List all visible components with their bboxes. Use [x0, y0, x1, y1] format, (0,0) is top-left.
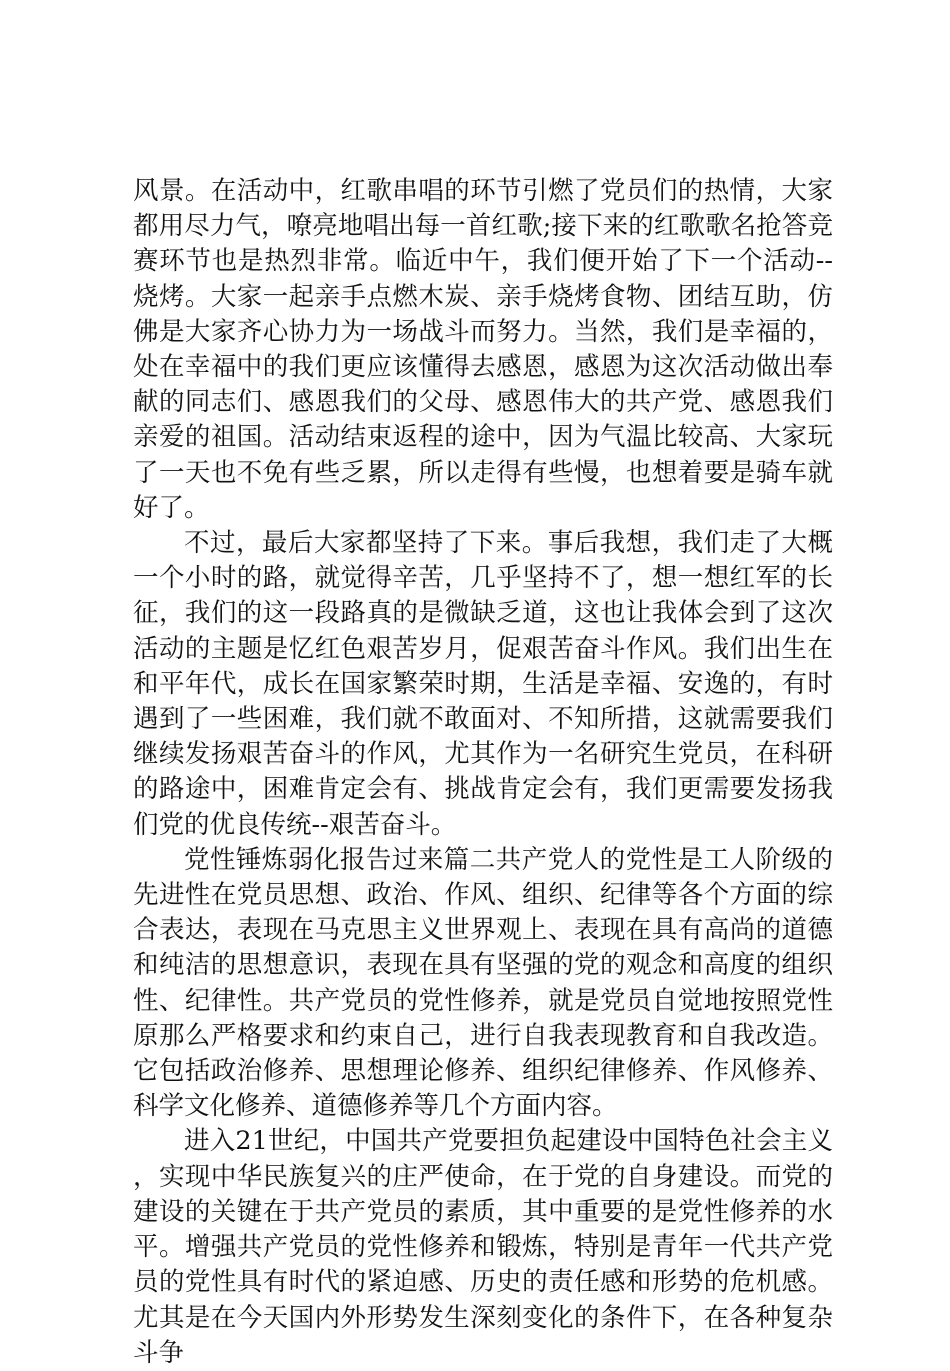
paragraph-4: 进入21世纪，中国共产党要担负起建设中国特色社会主义，实现中华民族复兴的庄严使命，在于党的自身建设。而党的建设的关键在于共产党员的素质，其中重要的是党性修养的水平。增强共产党员的党性修养和锻炼，特别是青年一代共产党员的党性具有时代的紧迫感、历史的责任感和形势的危机感。尤其是在今天国内外形势发生深刻变化的条件下，在各种复杂斗争 [133, 1126, 833, 1368]
paragraph-2: 不过，最后大家都坚持了下来。事后我想，我们走了大概一个小时的路，就觉得辛苦，几乎坚持不了，想一想红军的长征，我们的这一段路真的是微缺乏道，这也让我体会到了这次活动的主题是忆红色艰苦岁月，促艰苦奋斗作风。我们出生在和平年代，成长在国家繁荣时期，生活是幸福、安逸的，有时遇到了一些困难，我们就不敢面对、不知所措，这就需要我们继续发扬艰苦奋斗的作风，尤其作为一名研究生党员，在科研的路途中，困难肯定会有、挑战肯定会有，我们更需要发扬我们党的优良传统--艰苦奋斗。 [133, 528, 833, 840]
body-text [133, 174, 833, 1371]
paragraph-1: 风景。在活动中，红歌串唱的环节引燃了党员们的热情，大家都用尽力气，嘹亮地唱出每一首红歌;接下来的红歌歌名抢答竞赛环节也是热烈非常。临近中午，我们便开始了下一个活动--烧烤。大家一起亲手点燃木炭、亲手烧烤食物、团结互助，仿佛是大家齐心协力为一场战斗而努力。当然，我们是幸福的，处在幸福中的我们更应该懂得去感恩，感恩为这次活动做出奉献的同志们、感恩我们的父母、感恩伟大的共产党、感恩我们亲爱的祖国。活动结束返程的途中，因为气温比较高、大家玩了一天也不免有些乏累，所以走得有些慢，也想着要是骑车就好了。 [133, 176, 833, 523]
paragraph-3: 党性锤炼弱化报告过来篇二共产党人的党性是工人阶级的先进性在党员思想、政治、作风、组织、纪律等各个方面的综合表达，表现在马克思主义世界观上、表现在具有高尚的道德和纯洁的思想意识，表现在具有坚强的党的观念和高度的组织性、纪律性。共产党员的党性修养，就是党员自觉地按照党性原那么严格要求和约束自己，进行自我表现教育和自我改造。它包括政治修养、思想理论修养、组织纪律修养、作风修养、科学文化修养、道德修养等几个方面内容。 [133, 844, 833, 1122]
